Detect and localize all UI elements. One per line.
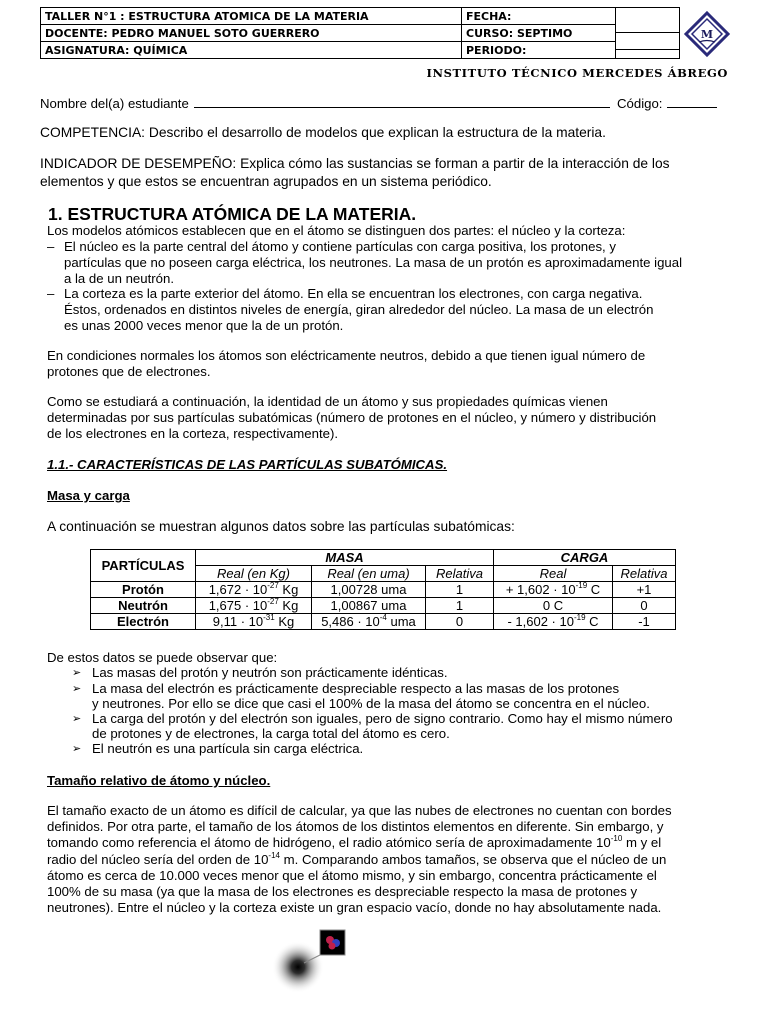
curso-label: CURSO: SEPTIMO — [462, 25, 616, 42]
header-blank-cell — [616, 8, 680, 59]
cell-neutron-rel: 1 — [426, 598, 494, 614]
th-relativa: Relativa — [426, 566, 494, 582]
atom-nucleus-illustration — [270, 925, 360, 1020]
th-carga: CARGA — [494, 550, 676, 566]
table-row — [91, 614, 676, 630]
section-1-intro: Los modelos atómicos establecen que en el átomo se distinguen dos partes: el núcleo y la corteza: — [47, 223, 626, 238]
cell-proton-uma: 1,00728 uma — [312, 582, 426, 598]
tamano-line-7: neutrones). Entre el núcleo y la corteza existe un gran espacio vacío, donde no hay absolutamente nada. — [47, 900, 662, 915]
nucleo-line-3: a la de un neutrón. — [64, 271, 174, 286]
observation-1: Las masas del protón y neutrón son prácticamente idénticas. — [92, 665, 448, 680]
cell-electron-name: Electrón — [91, 614, 196, 630]
th-real-kg: Real (en Kg) — [196, 566, 312, 582]
dash-marker: – — [47, 239, 55, 254]
cell-electron-uma: $5,486 \cdot 10^{-4}$ uma — [312, 614, 426, 630]
tamano-line-3: tomando como referencia el átomo de hidrógeno, el radio atómico sería de aproximadamente $10^{-10}$ m y el — [47, 834, 662, 850]
docente-label: DOCENTE: PEDRO MANUEL SOTO GUERRERO — [41, 25, 462, 42]
th-masa: MASA — [196, 550, 494, 566]
cell-electron-carga: - $1,602 \cdot 10^{-19}$ C — [494, 614, 613, 630]
nucleo-line-2: partículas que no poseen carga eléctrica, los neutrones. La masa de un protón es aproximadamente igual — [64, 255, 682, 270]
arrow-bullet-icon: ➢ — [72, 713, 82, 725]
observation-3-line-2: de protones y de electrones, la carga total del átomo es cero. — [92, 726, 450, 741]
indicador-line-1: INDICADOR DE DESEMPEÑO: Explica cómo las sustancias se forman a partir de la interacción de los — [40, 156, 670, 171]
student-code-field[interactable] — [667, 107, 717, 108]
th-relativa-carga: Relativa — [613, 566, 676, 582]
tamano-line-4: radio del núcleo sería del orden de $10^{-14}$ m. Comparando ambos tamaños, se observa que el núcleo de un — [47, 851, 667, 867]
student-code-label: Código: — [617, 96, 663, 111]
cell-proton-rel: 1 — [426, 582, 494, 598]
header-table — [40, 7, 680, 59]
institution-name: INSTITUTO TÉCNICO MERCEDES ÁBREGO — [426, 66, 728, 80]
dash-marker: – — [47, 286, 55, 301]
fecha-label: FECHA: — [462, 8, 616, 25]
cell-electron-carga-rel: -1 — [613, 614, 676, 630]
corteza-line-1: La corteza es la parte exterior del átomo. En ella se encuentran los electrones, con carga negativa. — [64, 286, 643, 301]
cell-electron-rel: 0 — [426, 614, 494, 630]
observation-3-line-1: La carga del protón y del electrón son iguales, pero de signo contrario. Como hay el mismo número — [92, 711, 673, 726]
table-intro: A continuación se muestran algunos datos sobre las partículas subatómicas: — [47, 519, 515, 534]
identidad-line-1: Como se estudiará a continuación, la identidad de un átomo y sus propiedades químicas vienen — [47, 394, 608, 409]
tamano-line-2: definidos. Por otra parte, el tamaño de los átomos de los distintos elementos en diferente. Sin embargo, y — [47, 819, 664, 834]
th-real: Real — [494, 566, 613, 582]
periodo-label: PERIODO: — [462, 42, 616, 59]
cell-neutron-carga-rel: 0 — [613, 598, 676, 614]
tamano-line-1: El tamaño exacto de un átomo es difícil de calcular, ya que las nubes de electrones no cuentan con bordes — [47, 803, 672, 818]
cell-proton-name: Protón — [91, 582, 196, 598]
section-1-title: 1. ESTRUCTURA ATÓMICA DE LA MATERIA. — [48, 204, 417, 224]
table-row — [91, 582, 676, 598]
particles-table — [90, 549, 676, 630]
tamano-line-6: 100% de su masa (ya que la masa de los electrones es despreciable respecto la masa de protones y — [47, 884, 638, 899]
arrow-bullet-icon: ➢ — [72, 743, 82, 755]
competencia-text: COMPETENCIA: Describo el desarrollo de modelos que explican la estructura de la materia. — [40, 125, 606, 140]
student-name-label: Nombre del(a) estudiante — [40, 96, 189, 111]
neutros-line-2: protones que de electrones. — [47, 364, 211, 379]
indicador-line-2: elementos y que estos se encuentran agrupados en un sistema periódico. — [40, 174, 492, 189]
observations-intro: De estos datos se puede observar que: — [47, 650, 278, 665]
masa-carga-heading: Masa y carga — [47, 488, 130, 503]
section-1-1-title: 1.1.- CARACTERÍSTICAS DE LAS PARTÍCULAS SUBATÓMICAS. — [47, 457, 448, 472]
cell-proton-carga: + $1,602 \cdot 10^{-19}$ C — [494, 582, 613, 598]
school-logo-icon — [683, 10, 731, 58]
taller-title: TALLER N°1 : ESTRUCTURA ATOMICA DE LA MATERIA — [41, 8, 462, 25]
observation-2-line-1: La masa del electrón es prácticamente despreciable respecto a las masas de los protones — [92, 681, 620, 696]
asignatura-label: ASIGNATURA: QUÍMICA — [41, 42, 462, 59]
tamano-heading: Tamaño relativo de átomo y núcleo. — [47, 773, 271, 788]
nucleo-line-1: El núcleo es la parte central del átomo y contiene partículas con carga positiva, los protones, y — [64, 239, 616, 254]
cell-proton-carga-rel: +1 — [613, 582, 676, 598]
cell-neutron-carga: 0 C — [494, 598, 613, 614]
cell-neutron-uma: 1,00867 uma — [312, 598, 426, 614]
identidad-line-3: de los electrones en la corteza, respectivamente). — [47, 426, 339, 441]
neutros-line-1: En condiciones normales los átomos son eléctricamente neutros, debido a que tienen igual número de — [47, 348, 646, 363]
table-row — [91, 598, 676, 614]
cell-proton-kg: $1,672 \cdot 10^{-27}$ Kg — [196, 582, 312, 598]
identidad-line-2: determinadas por sus partículas subatómicas (número de protones en el núcleo, y número y distribución — [47, 410, 657, 425]
tamano-line-5: átomo es cerca de 10.000 veces menor que el átomo mismo, y sin embargo, concentra prácticamente el — [47, 868, 657, 883]
cell-electron-kg: $9,11 \cdot 10^{-31}$ Kg — [196, 614, 312, 630]
th-particulas: PARTÍCULAS — [91, 550, 196, 582]
student-name-field[interactable] — [194, 107, 610, 108]
cell-neutron-kg: $1,675 \cdot 10^{-27}$ Kg — [196, 598, 312, 614]
corteza-line-2: Éstos, ordenados en distintos niveles de energía, giran alrededor del núcleo. La masa de un electrón — [64, 302, 654, 317]
corteza-line-3: es unas 2000 veces menor que la de un protón. — [64, 318, 344, 333]
cell-neutron-name: Neutrón — [91, 598, 196, 614]
logo-letter: M — [700, 28, 714, 41]
arrow-bullet-icon: ➢ — [72, 683, 82, 695]
observation-2-line-2: y neutrones. Por ello se dice que casi el 100% de la masa del átomo se concentra en el núcleo. — [92, 696, 650, 711]
observation-4: El neutrón es una partícula sin carga eléctrica. — [92, 741, 364, 756]
th-real-uma: Real (en uma) — [312, 566, 426, 582]
arrow-bullet-icon: ➢ — [72, 667, 82, 679]
